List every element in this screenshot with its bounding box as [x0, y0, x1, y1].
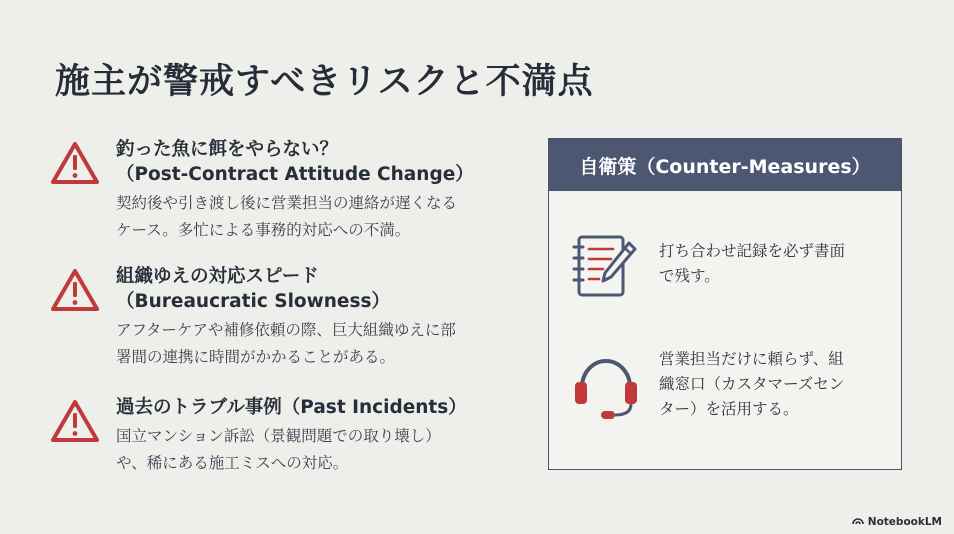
countermeasures-header: 自衛策（Counter-Measures）	[549, 139, 901, 191]
risk-description: 署間の連携に時間がかかることがある。	[116, 348, 396, 366]
countermeasure-text: 打ち合わせ記録を必ず書面	[659, 242, 846, 260]
warning-icon	[50, 399, 100, 443]
risk-description: や、稀にある施工ミスへの対応。	[116, 454, 349, 472]
risk-description: 契約後や引き渡し後に営業担当の連絡が遅くなる	[116, 194, 458, 212]
notebooklm-watermark	[852, 516, 942, 528]
notepad-pen-icon	[571, 231, 641, 303]
warning-icon	[50, 268, 100, 312]
risk-heading-english: （Bureaucratic Slowness）	[116, 291, 390, 312]
risk-description: ケース。多忙による事務的対応への不満。	[116, 221, 411, 239]
countermeasure-text: 織窓口（カスタマーズセン	[659, 375, 845, 393]
risk-description: アフターケアや補修依頼の際、巨大組織ゆえに部	[116, 321, 456, 339]
countermeasures-panel	[548, 138, 902, 470]
risk-heading: 釣った魚に餌をやらない？	[116, 139, 339, 160]
risk-heading: 過去のトラブル事例（Past Incidents）	[116, 397, 467, 418]
notebooklm-logo-icon	[852, 516, 864, 528]
risk-heading-english: （Post-Contract Attitude Change）	[116, 164, 474, 185]
countermeasure-text: で残す。	[659, 267, 720, 285]
risk-heading: 組織ゆえの対応スピード	[116, 266, 319, 287]
brand-label: NotebookLM	[867, 516, 942, 528]
countermeasure-text: ター）を活用する。	[659, 400, 799, 418]
warning-icon	[50, 141, 100, 185]
slide-title: 施主が警戒すべきリスクと不満点	[55, 62, 594, 102]
headset-icon	[571, 349, 641, 421]
countermeasure-text: 営業担当だけに頼らず、組	[659, 350, 844, 368]
risk-description: 国立マンション訴訟（景観問題での取り壊し）	[116, 427, 441, 445]
